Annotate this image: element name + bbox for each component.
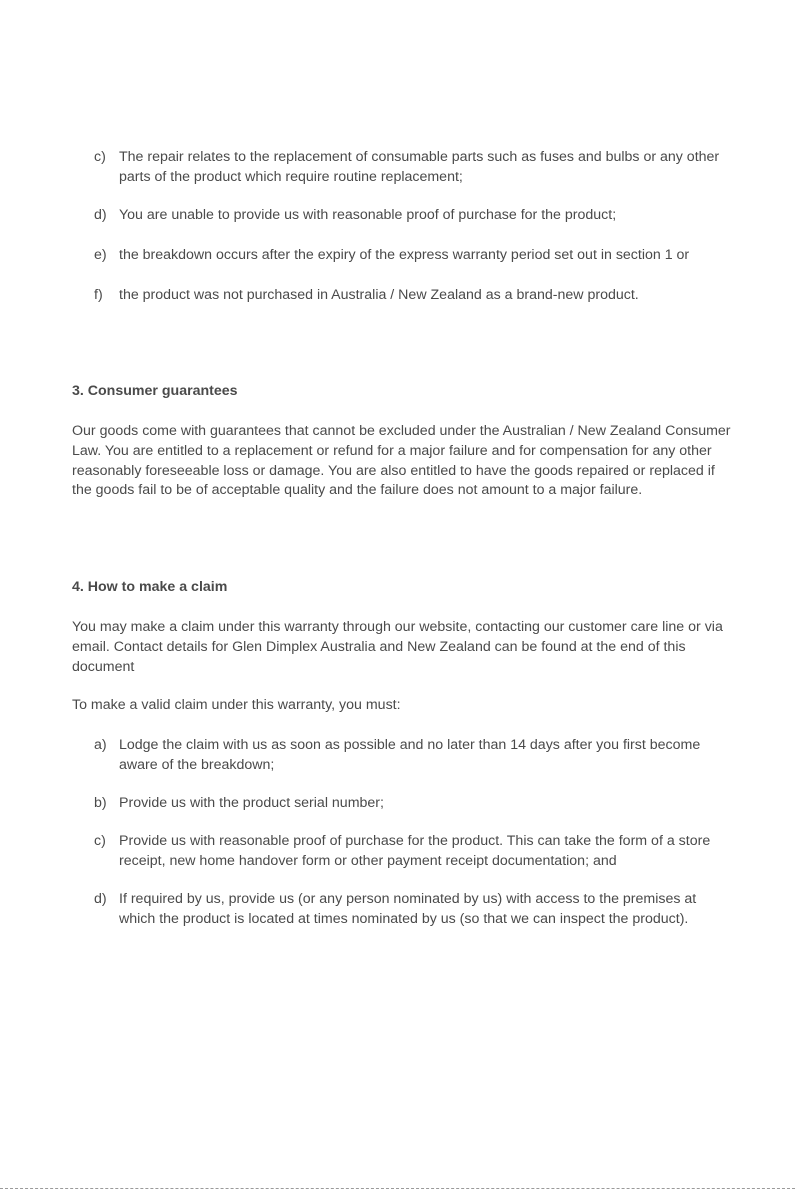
list-marker: d) bbox=[94, 891, 107, 907]
section-heading: 4. How to make a claim bbox=[72, 579, 228, 595]
list-item-text: Lodge the claim with us as soon as possible and no later than 14 days after you first become aware of the breakdown; bbox=[119, 737, 701, 773]
section-body: You may make a claim under this warranty through our website, contacting our customer care line or via email. Contact details for Glen Dimplex Australia and New Zealand can be found at the end of this document bbox=[72, 619, 723, 675]
list-item bbox=[94, 794, 734, 814]
list-item bbox=[94, 286, 734, 306]
list-item bbox=[94, 246, 734, 266]
list-item bbox=[94, 736, 734, 775]
section-intro: To make a valid claim under this warranty, you must: bbox=[72, 697, 401, 713]
list-item-text: If required by us, provide us (or any person nominated by us) with access to the premises at which the product is located at times nominated by us (so that we can inspect the product). bbox=[119, 891, 697, 927]
list-marker: f) bbox=[94, 287, 103, 303]
list-marker: c) bbox=[94, 833, 106, 849]
list-item bbox=[94, 890, 734, 929]
list-item bbox=[94, 148, 734, 187]
list-marker: c) bbox=[94, 149, 106, 165]
list-item bbox=[94, 206, 734, 226]
list-item bbox=[94, 832, 734, 871]
list-item-text: the breakdown occurs after the expiry of the express warranty period set out in section 1 or bbox=[119, 247, 690, 263]
list-marker: d) bbox=[94, 207, 107, 223]
list-marker: b) bbox=[94, 795, 107, 811]
list-item-text: The repair relates to the replacement of consumable parts such as fuses and bulbs or any other parts of the product which require routine replacement; bbox=[119, 149, 720, 185]
list-item-text: Provide us with reasonable proof of purchase for the product. This can take the form of a store receipt, new home handover form or other payment receipt documentation; and bbox=[119, 833, 711, 869]
page-bottom-divider bbox=[0, 1188, 795, 1189]
section-heading: 3. Consumer guarantees bbox=[72, 383, 238, 399]
list-marker: e) bbox=[94, 247, 107, 263]
list-item-text: Provide us with the product serial number; bbox=[119, 795, 384, 811]
list-marker: a) bbox=[94, 737, 107, 753]
list-item-text: the product was not purchased in Australia / New Zealand as a brand-new product. bbox=[119, 287, 639, 303]
section-body: Our goods come with guarantees that cannot be excluded under the Australian / New Zealand Consumer Law. You are entitled to a replacement or refund for a major failure and for compensation for any other reasonably foreseeable loss or damage. You are also entitled to have the goods repaired or replaced if the goods fail to be of acceptable quality and the failure does not amount to a major failure. bbox=[72, 423, 731, 499]
list-item-text: You are unable to provide us with reasonable proof of purchase for the product; bbox=[119, 207, 617, 223]
